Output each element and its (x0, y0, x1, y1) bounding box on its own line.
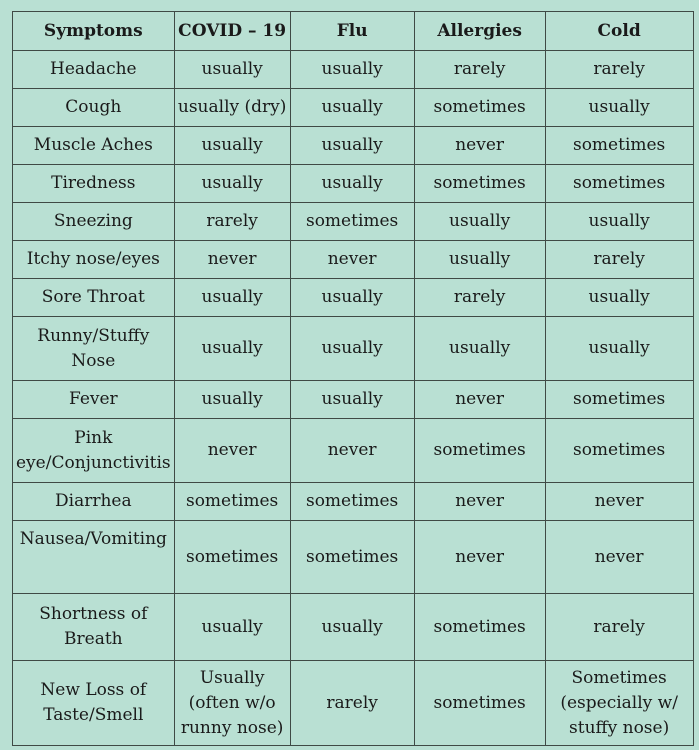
table-row (13, 594, 694, 661)
flu-cell: usually (290, 381, 414, 419)
symptom-cell: Sore Throat (13, 279, 175, 317)
symptom-cell: Fever (13, 381, 175, 419)
table-row (13, 203, 694, 241)
covid-cell: never (174, 241, 290, 279)
allergies-cell: rarely (414, 279, 545, 317)
symptom-cell: New Loss of Taste/Smell (13, 661, 175, 746)
cold-cell: rarely (545, 594, 693, 661)
flu-cell: sometimes (290, 203, 414, 241)
allergies-cell: sometimes (414, 419, 545, 483)
table-row (13, 317, 694, 381)
symptom-cell: Itchy nose/eyes (13, 241, 175, 279)
cold-cell: usually (545, 317, 693, 381)
flu-cell: usually (290, 594, 414, 661)
flu-cell: usually (290, 127, 414, 165)
header-cold: Cold (545, 12, 693, 51)
flu-cell: sometimes (290, 483, 414, 521)
covid-cell: usually (174, 381, 290, 419)
allergies-cell: usually (414, 241, 545, 279)
cold-cell: sometimes (545, 419, 693, 483)
flu-cell: usually (290, 279, 414, 317)
table-row (13, 521, 694, 594)
allergies-cell: usually (414, 317, 545, 381)
cold-cell: sometimes (545, 381, 693, 419)
allergies-cell: sometimes (414, 594, 545, 661)
symptom-cell: Tiredness (13, 165, 175, 203)
covid-cell: usually (dry) (174, 89, 290, 127)
table-row (13, 381, 694, 419)
cold-cell: usually (545, 279, 693, 317)
table-row (13, 483, 694, 521)
cold-cell: sometimes (545, 127, 693, 165)
covid-cell: usually (174, 51, 290, 89)
covid-cell: sometimes (174, 483, 290, 521)
symptom-cell: Sneezing (13, 203, 175, 241)
symptom-cell: Diarrhea (13, 483, 175, 521)
table-row (13, 165, 694, 203)
cold-cell: rarely (545, 241, 693, 279)
allergies-cell: rarely (414, 51, 545, 89)
allergies-cell: usually (414, 203, 545, 241)
symptom-cell: Headache (13, 51, 175, 89)
flu-cell: usually (290, 165, 414, 203)
allergies-cell: never (414, 127, 545, 165)
flu-cell: never (290, 241, 414, 279)
header-covid-19: COVID – 19 (174, 12, 290, 51)
header-row (13, 12, 694, 51)
covid-cell: usually (174, 127, 290, 165)
allergies-cell: never (414, 483, 545, 521)
cold-cell: never (545, 483, 693, 521)
symptom-cell: Muscle Aches (13, 127, 175, 165)
flu-cell: rarely (290, 661, 414, 746)
table-row (13, 241, 694, 279)
allergies-cell: sometimes (414, 89, 545, 127)
cold-cell: never (545, 521, 693, 594)
table-row (13, 51, 694, 89)
table-row (13, 127, 694, 165)
table-row (13, 89, 694, 127)
allergies-cell: never (414, 521, 545, 594)
symptom-cell: Nausea/Vomiting (13, 521, 175, 594)
flu-cell: usually (290, 317, 414, 381)
covid-cell: rarely (174, 203, 290, 241)
covid-cell: never (174, 419, 290, 483)
symptom-comparison-table (12, 11, 694, 746)
table-row (13, 419, 694, 483)
covid-cell: Usually (often w/o runny nose) (174, 661, 290, 746)
covid-cell: usually (174, 165, 290, 203)
cold-cell: sometimes (545, 165, 693, 203)
covid-cell: usually (174, 279, 290, 317)
flu-cell: never (290, 419, 414, 483)
flu-cell: usually (290, 51, 414, 89)
allergies-cell: never (414, 381, 545, 419)
header-allergies: Allergies (414, 12, 545, 51)
symptom-cell: Cough (13, 89, 175, 127)
covid-cell: sometimes (174, 521, 290, 594)
flu-cell: usually (290, 89, 414, 127)
covid-cell: usually (174, 594, 290, 661)
flu-cell: sometimes (290, 521, 414, 594)
cold-cell: rarely (545, 51, 693, 89)
covid-cell: usually (174, 317, 290, 381)
symptom-cell: Runny/Stuffy Nose (13, 317, 175, 381)
symptom-comparison-table-wrapper (12, 11, 694, 746)
allergies-cell: sometimes (414, 165, 545, 203)
cold-cell: Sometimes (especially w/ stuffy nose) (545, 661, 693, 746)
cold-cell: usually (545, 89, 693, 127)
symptom-cell: Pink eye/Conjunctivitis (13, 419, 175, 483)
table-row (13, 279, 694, 317)
table-row (13, 661, 694, 746)
allergies-cell: sometimes (414, 661, 545, 746)
cold-cell: usually (545, 203, 693, 241)
header-symptoms: Symptoms (13, 12, 175, 51)
symptom-cell: Shortness of Breath (13, 594, 175, 661)
header-flu: Flu (290, 12, 414, 51)
